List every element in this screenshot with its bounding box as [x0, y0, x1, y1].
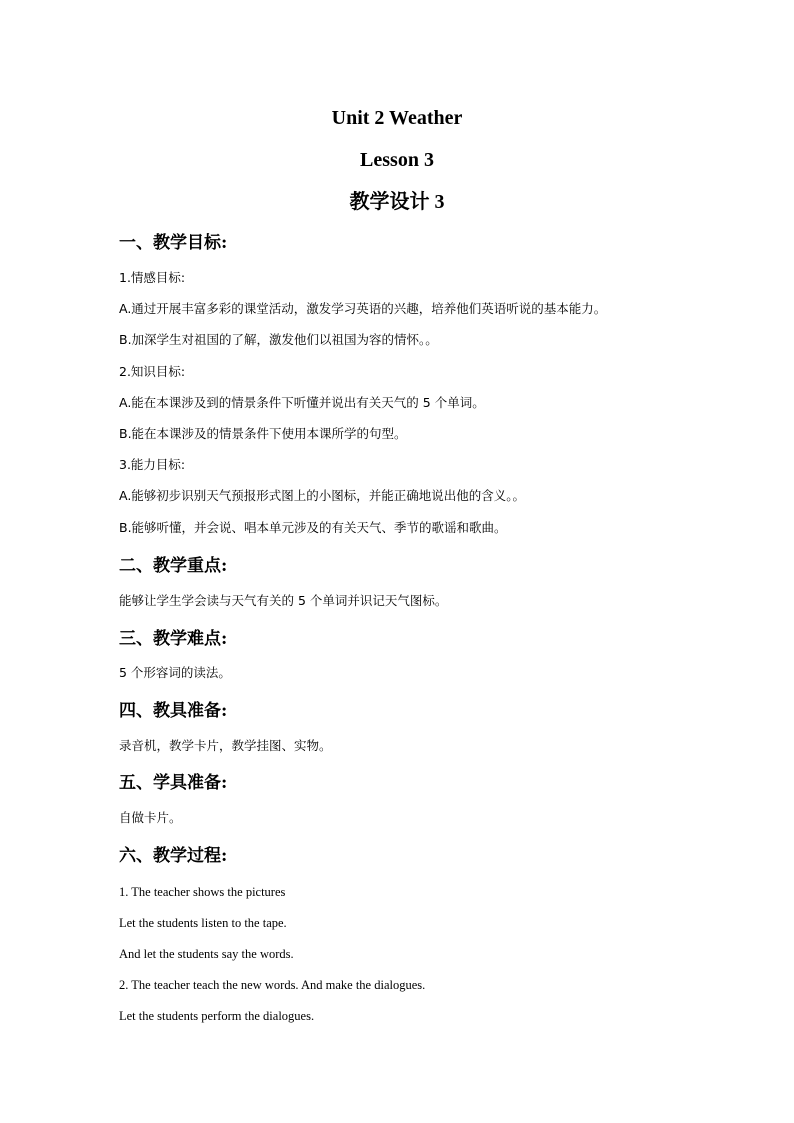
process-line-1: 1. The teacher shows the pictures	[119, 885, 286, 899]
knowledge-goal-a: A.能在本课涉及到的情景条件下听懂并说出有关天气的 5 个单词。	[119, 395, 485, 410]
process-line-2: Let the students listen to the tape.	[119, 916, 287, 930]
focus-text: 能够让学生学会读与天气有关的 5 个单词并识记天气图标。	[119, 593, 448, 608]
emotion-goal-label: 1.情感目标:	[119, 270, 186, 285]
process-line-3: And let the students say the words.	[119, 947, 294, 961]
difficulty-text: 5 个形容词的读法。	[119, 665, 231, 680]
design-title: 教学设计 3	[349, 191, 445, 213]
process-heading: 六、教学过程:	[119, 846, 228, 866]
ability-goal-a: A.能够初步识别天气预报形式图上的小图标，并能正确地说出他的含义。。	[119, 488, 526, 503]
ability-goal-label: 3.能力目标:	[119, 457, 186, 472]
emotion-goal-b: B.加深学生对祖国的了解，激发他们以祖国为容的情怀。。	[119, 332, 438, 347]
knowledge-goal-label: 2.知识目标:	[119, 364, 186, 379]
process-line-5: Let the students perform the dialogues.	[119, 1009, 315, 1023]
teaching-tools-heading: 四、教具准备:	[119, 701, 228, 721]
difficulty-heading: 三、教学难点:	[119, 629, 228, 649]
knowledge-goal-b: B.能在本课涉及的情景条件下使用本课所学的句型。	[119, 426, 407, 441]
learning-tools-heading: 五、学具准备:	[119, 773, 228, 793]
lesson-title: Lesson 3	[360, 149, 434, 171]
emotion-goal-a: A.通过开展丰富多彩的课堂活动，激发学习英语的兴趣，培养他们英语听说的基本能力。	[119, 301, 607, 316]
unit-title: Unit 2 Weather	[331, 107, 463, 129]
focus-heading: 二、教学重点:	[119, 556, 228, 576]
teaching-tools-text: 录音机，教学卡片，教学挂图、实物。	[119, 738, 332, 753]
process-line-4: 2. The teacher teach the new words. And make the dialogues.	[119, 978, 426, 992]
learning-tools-text: 自做卡片。	[119, 810, 182, 825]
goals-heading: 一、教学目标:	[119, 233, 228, 253]
ability-goal-b: B.能够听懂，并会说、唱本单元涉及的有关天气、季节的歌谣和歌曲。	[119, 520, 507, 535]
